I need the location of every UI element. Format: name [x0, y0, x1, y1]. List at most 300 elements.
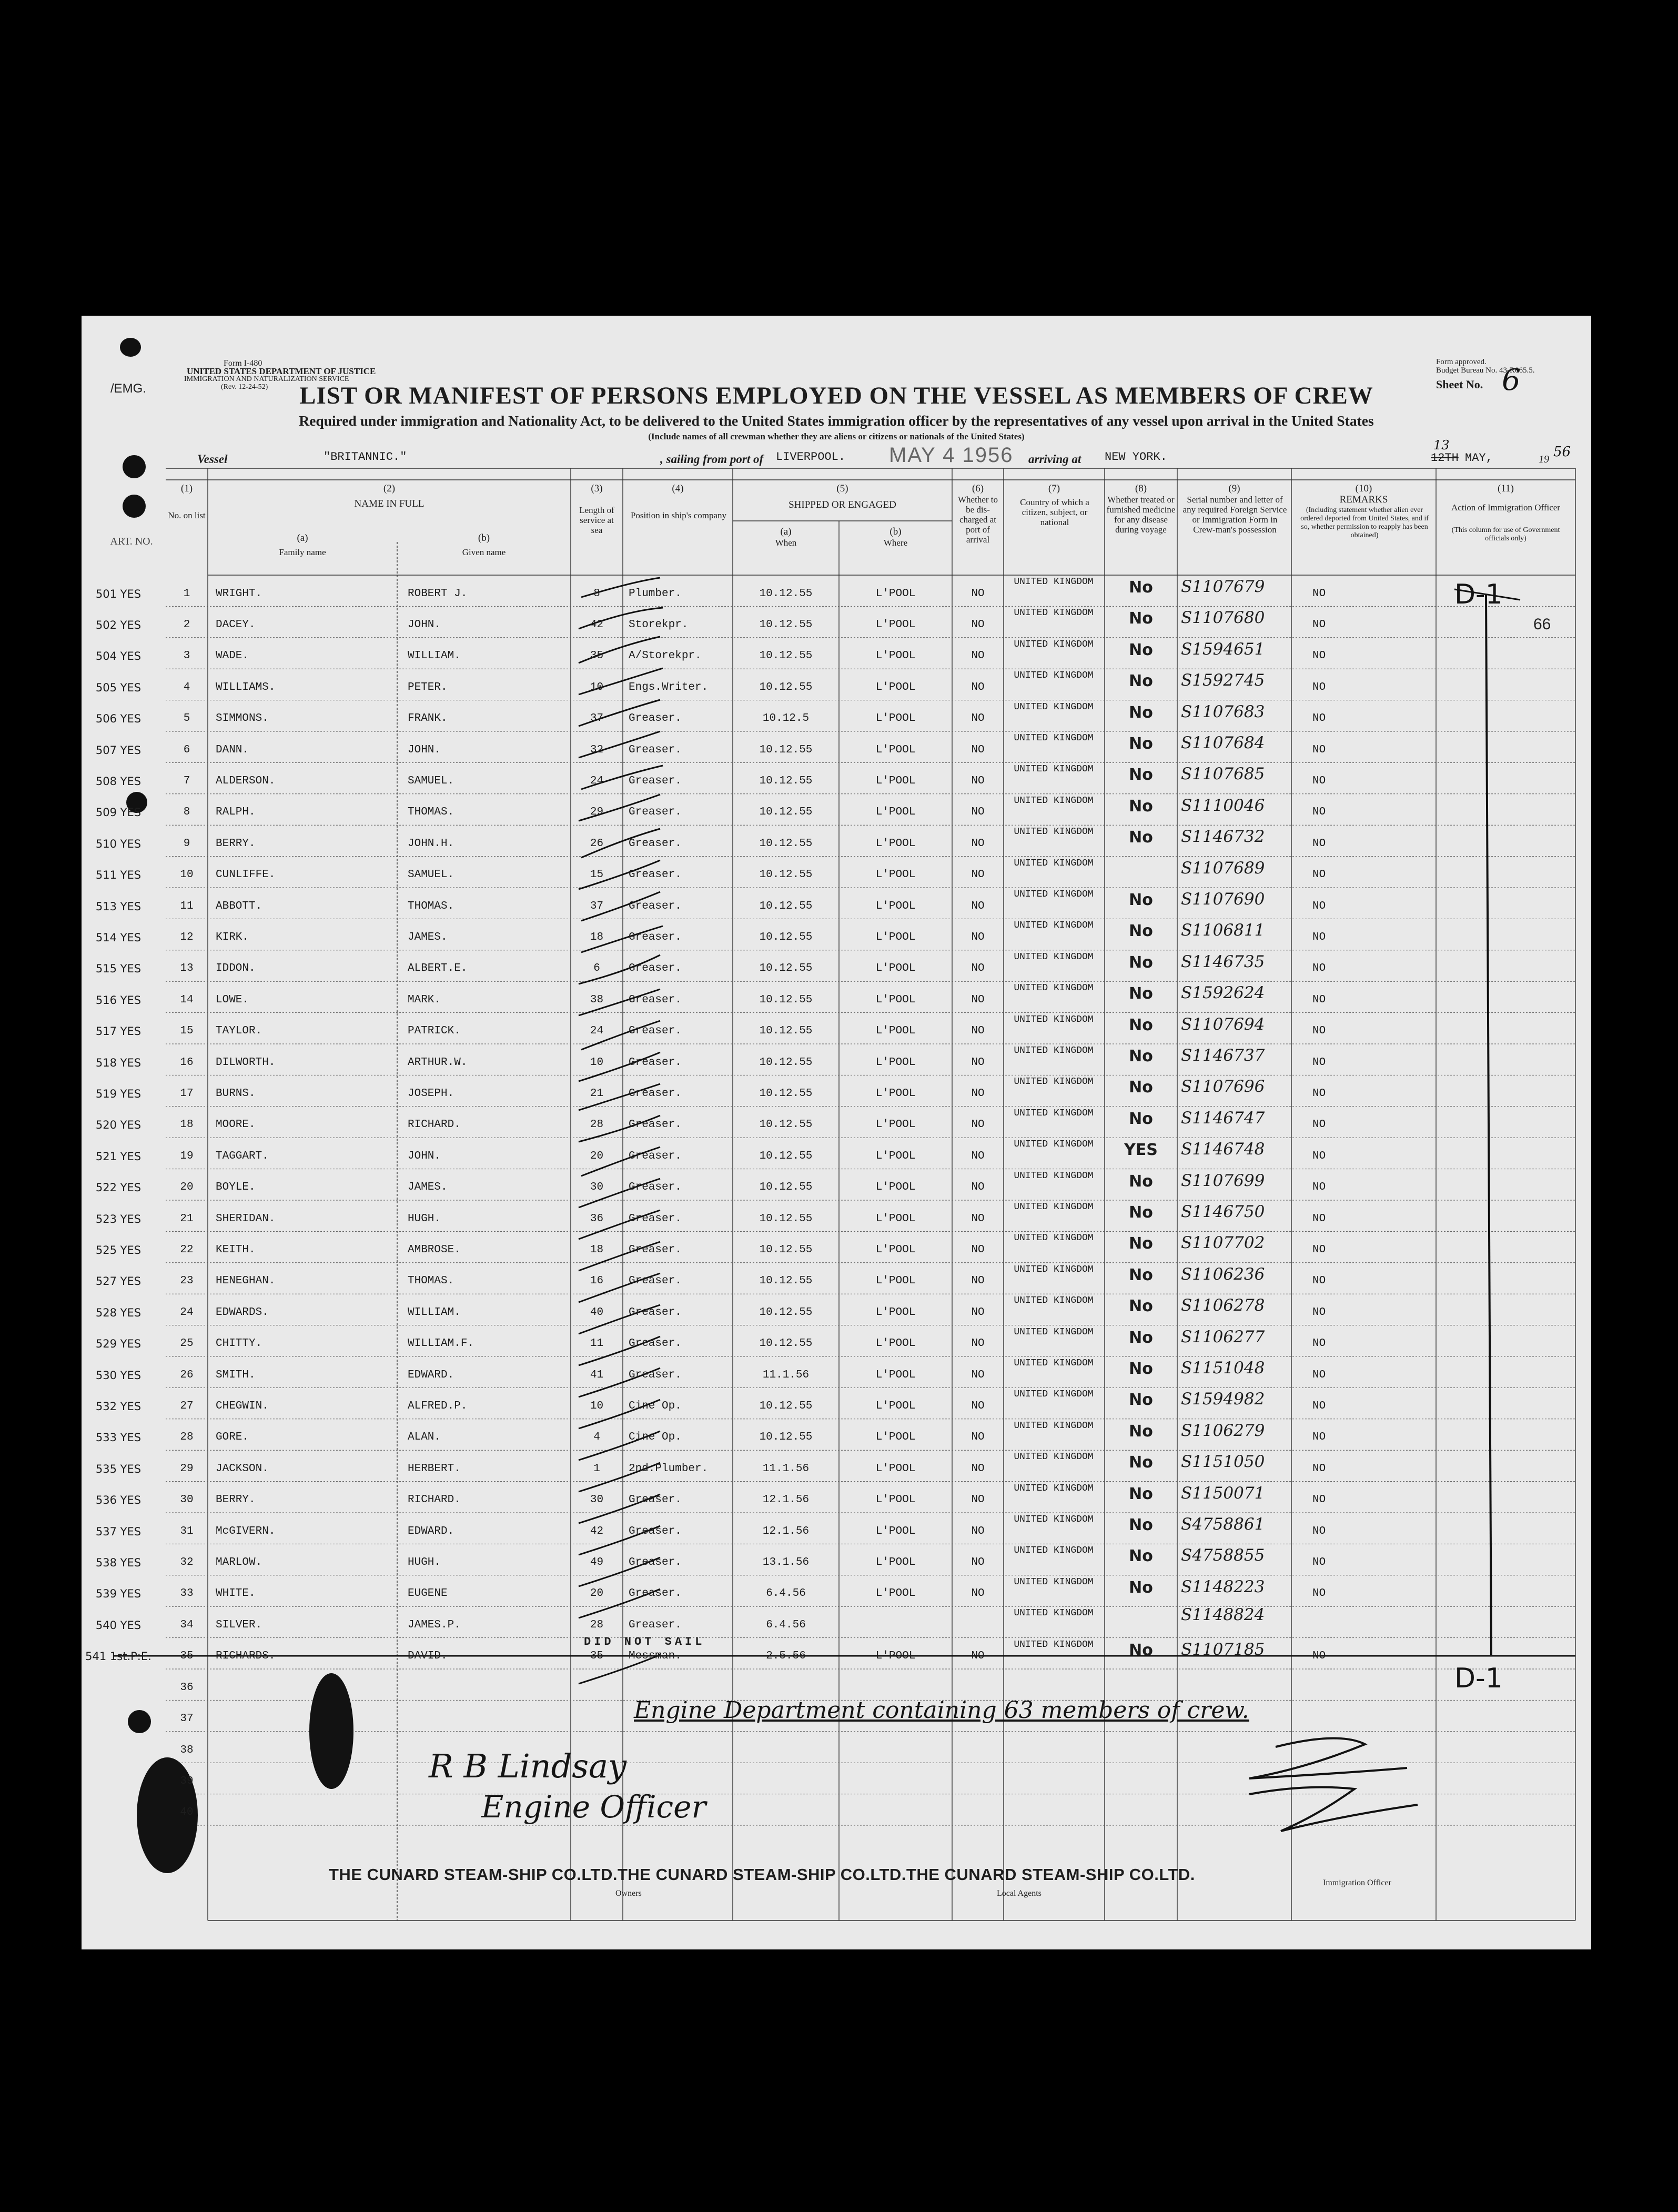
cell-serial: S1592624 — [1181, 983, 1265, 1003]
art-number: 505 YES — [95, 681, 141, 694]
cell-given: EUGENE — [408, 1587, 448, 1600]
signature-title: Engine Officer — [481, 1789, 706, 1825]
crew-row — [82, 1325, 1591, 1356]
cell-discharge: NO — [971, 650, 985, 662]
department: UNITED STATES DEPARTMENT OF JUSTICE — [187, 366, 376, 376]
vessel-label: Vessel — [197, 453, 228, 466]
cell-remarks: NO — [1312, 712, 1326, 725]
cell-when: 10.12.55 — [759, 900, 813, 912]
cell-when: 10.12.55 — [759, 1431, 813, 1444]
cell-remarks: NO — [1312, 1556, 1326, 1569]
cell-where: L'POOL — [875, 1306, 916, 1319]
cell-family: TAGGART. — [216, 1150, 269, 1162]
cell-discharge: NO — [971, 1525, 985, 1537]
cell-medicine: No — [1129, 828, 1153, 847]
cell-discharge: NO — [971, 1181, 985, 1194]
cell-medicine: No — [1129, 609, 1153, 628]
cell-family: MOORE. — [216, 1119, 256, 1131]
cell-given: AMBROSE. — [408, 1244, 461, 1256]
arrival-year: 56 — [1553, 444, 1571, 460]
cell-serial: S1107679 — [1181, 577, 1265, 596]
cell-given: MARK. — [408, 993, 441, 1006]
cell-medicine: No — [1129, 1641, 1153, 1660]
cell-where: L'POOL — [875, 1369, 916, 1381]
cell-discharge: NO — [971, 962, 985, 975]
cell-given: THOMAS. — [408, 806, 454, 819]
art-number: 540 YES — [95, 1618, 141, 1632]
cell-country: UNITED KINGDOM — [1014, 1608, 1094, 1619]
cell-length: 30 — [590, 1181, 604, 1194]
cell-serial: S1107684 — [1181, 733, 1265, 752]
art-number: 520 YES — [95, 1119, 141, 1132]
cell-country: UNITED KINGDOM — [1014, 1233, 1094, 1244]
cell-when: 10.12.55 — [759, 650, 813, 662]
cell-no: 32 — [180, 1556, 194, 1569]
cell-where: L'POOL — [875, 962, 916, 975]
cell-remarks: NO — [1312, 900, 1326, 912]
cell-discharge: NO — [971, 993, 985, 1006]
cell-medicine: No — [1129, 1109, 1153, 1128]
cell-country: UNITED KINGDOM — [1014, 1045, 1094, 1056]
cell-position: Greaser. — [629, 1088, 682, 1100]
cell-country: UNITED KINGDOM — [1014, 1170, 1094, 1181]
cell-no: 11 — [180, 900, 194, 912]
cell-remarks: NO — [1312, 1306, 1326, 1319]
action-count: 66 — [1533, 616, 1551, 633]
cell-where: L'POOL — [875, 1212, 916, 1225]
cell-country: UNITED KINGDOM — [1014, 1264, 1094, 1275]
cell-given: HUGH. — [408, 1556, 441, 1569]
col1-header: No. on list — [168, 510, 206, 520]
cell-no: 25 — [180, 1338, 194, 1350]
cell-given: JOHN. — [408, 743, 441, 756]
action-d1-top: D-1 — [1454, 579, 1503, 610]
cell-country: UNITED KINGDOM — [1014, 1295, 1094, 1306]
art-number: 506 YES — [95, 712, 141, 726]
cell-discharge: NO — [971, 900, 985, 912]
art-number: 508 YES — [95, 775, 141, 788]
cell-no: 19 — [180, 1150, 194, 1162]
cell-discharge: NO — [971, 931, 985, 944]
cell-position: Greaser. — [629, 837, 682, 850]
art-number: 510 YES — [95, 837, 141, 850]
cell-remarks: NO — [1312, 1400, 1326, 1413]
crew-row — [82, 825, 1591, 856]
cell-position: Storekpr. — [629, 619, 689, 631]
cell-country: UNITED KINGDOM — [1014, 1014, 1094, 1025]
art-number: 507 YES — [95, 743, 141, 757]
cell-length: 37 — [590, 712, 604, 725]
crew-row — [82, 762, 1591, 793]
cell-country: UNITED KINGDOM — [1014, 1483, 1094, 1494]
cell-length: 28 — [590, 1618, 604, 1631]
cell-country: UNITED KINGDOM — [1014, 1358, 1094, 1369]
art-number: 521 YES — [95, 1150, 141, 1163]
cell-position: Greaser. — [629, 1587, 682, 1600]
cell-given: JAMES.P. — [408, 1618, 461, 1631]
cell-position: 2nd.Plumber. — [629, 1462, 709, 1475]
cell-family: WRIGHT. — [216, 587, 262, 600]
cell-country: UNITED KINGDOM — [1014, 1326, 1094, 1338]
cell-position: Greaser. — [629, 712, 682, 725]
budget-number: Budget Bureau No. 43-R065.5. — [1436, 366, 1535, 375]
cell-position: Greaser. — [629, 1275, 682, 1288]
cell-country: UNITED KINGDOM — [1014, 1639, 1094, 1650]
cell-when: 10.12.55 — [759, 587, 813, 600]
cell-country: UNITED KINGDOM — [1014, 920, 1094, 931]
cell-length: 1 — [593, 1462, 600, 1475]
cell-no: 28 — [180, 1431, 194, 1444]
cell-length: 18 — [590, 931, 604, 944]
cell-remarks: NO — [1312, 1525, 1326, 1537]
cell-family: ALDERSON. — [216, 775, 276, 788]
cell-discharge: NO — [971, 1650, 985, 1663]
cell-length: 29 — [590, 806, 604, 819]
action-header: Action of Immigration Officer — [1451, 502, 1560, 512]
signature-scribble — [1249, 1738, 1418, 1831]
crew-row — [82, 1450, 1591, 1481]
cell-length: 21 — [590, 1088, 604, 1100]
cell-where: L'POOL — [875, 1338, 916, 1350]
empty-row-number: 40 — [180, 1806, 194, 1819]
cell-serial: S1107696 — [1181, 1077, 1265, 1097]
cell-where: L'POOL — [875, 1556, 916, 1569]
cell-discharge: NO — [971, 1150, 985, 1162]
cell-serial: S1146732 — [1181, 827, 1265, 847]
cell-where: L'POOL — [875, 681, 916, 693]
cell-discharge: NO — [971, 587, 985, 600]
art-number: 535 YES — [95, 1462, 141, 1475]
cell-length: 42 — [590, 1525, 604, 1537]
cell-given: WILLIAM.F. — [408, 1338, 474, 1350]
cell-given: EDWARD. — [408, 1369, 454, 1381]
crew-row — [82, 1513, 1591, 1544]
cell-family: MARLOW. — [216, 1556, 262, 1569]
cell-length: 20 — [590, 1587, 604, 1600]
cell-serial: S1106278 — [1181, 1296, 1265, 1315]
cell-when: 10.12.55 — [759, 619, 813, 631]
cell-when: 10.12.55 — [759, 1338, 813, 1350]
art-number: 516 YES — [95, 993, 141, 1007]
crew-row — [82, 1606, 1591, 1637]
vessel-name: "BRITANNIC." — [324, 450, 407, 464]
cell-where: L'POOL — [875, 775, 916, 788]
arriving-label: arriving at — [1028, 453, 1081, 466]
art-number: 537 YES — [95, 1525, 141, 1538]
cell-medicine: No — [1129, 922, 1153, 941]
crew-row — [82, 950, 1591, 981]
cell-length: 10 — [590, 681, 604, 693]
art-number: 527 YES — [95, 1275, 141, 1288]
cell-no: 30 — [180, 1494, 194, 1506]
cell-family: EDWARDS. — [216, 1306, 269, 1319]
arrival-day-struck: 12TH — [1431, 451, 1459, 465]
cell-when: 10.12.55 — [759, 1181, 813, 1194]
cell-serial: S1148223 — [1181, 1577, 1265, 1596]
col5a-number: (a) — [780, 526, 792, 537]
cell-country: UNITED KINGDOM — [1014, 1514, 1094, 1525]
cell-discharge: NO — [971, 743, 985, 756]
crew-row — [82, 919, 1591, 950]
crew-row — [82, 731, 1591, 762]
art-number: 514 YES — [95, 931, 141, 944]
art-number: 509 YES — [95, 806, 141, 819]
cell-where: L'POOL — [875, 1275, 916, 1288]
serial-header: Serial number and letter of any required Foreign Service or Immigration Form in Crew-man's possession — [1182, 495, 1287, 535]
cell-remarks: NO — [1312, 587, 1326, 600]
cell-remarks: NO — [1312, 1150, 1326, 1162]
cell-where: L'POOL — [875, 806, 916, 819]
art-number: 523 YES — [95, 1212, 141, 1225]
cell-when: 10.12.55 — [759, 1306, 813, 1319]
cell-family: RICHARDS. — [216, 1650, 276, 1663]
cell-family: CHITTY. — [216, 1338, 262, 1350]
cell-no: 15 — [180, 1025, 194, 1038]
cell-remarks: NO — [1312, 1462, 1326, 1475]
margin-code: /EMG. — [110, 381, 147, 396]
cell-where: L'POOL — [875, 712, 916, 725]
crew-row — [82, 1107, 1591, 1138]
cell-given: PETER. — [408, 681, 448, 693]
cell-no: 23 — [180, 1275, 194, 1288]
cell-family: IDDON. — [216, 962, 256, 975]
cell-remarks: NO — [1312, 681, 1326, 693]
cell-serial: S1107685 — [1181, 765, 1265, 784]
cell-position: Greaser. — [629, 1369, 682, 1381]
cell-where: L'POOL — [875, 1494, 916, 1506]
cell-discharge: NO — [971, 1587, 985, 1600]
cell-length: 24 — [590, 1025, 604, 1038]
cell-discharge: NO — [971, 1212, 985, 1225]
cell-position: Greaser. — [629, 962, 682, 975]
cell-remarks: NO — [1312, 806, 1326, 819]
art-number: 519 YES — [95, 1088, 141, 1101]
crew-row — [82, 1294, 1591, 1325]
cell-position: Greaser. — [629, 1119, 682, 1131]
cell-discharge: NO — [971, 1306, 985, 1319]
cell-length: 37 — [590, 900, 604, 912]
cell-country: UNITED KINGDOM — [1014, 701, 1094, 712]
cell-where: L'POOL — [875, 869, 916, 881]
cell-medicine: No — [1129, 1172, 1153, 1191]
cell-family: DACEY. — [216, 619, 256, 631]
cell-discharge: NO — [971, 1400, 985, 1413]
col6-number: (6) — [972, 483, 984, 494]
cell-no: 20 — [180, 1181, 194, 1194]
cell-no: 22 — [180, 1244, 194, 1256]
cell-given: JOHN.H. — [408, 837, 454, 850]
cell-country: UNITED KINGDOM — [1014, 951, 1094, 962]
cell-where: L'POOL — [875, 837, 916, 850]
cell-remarks: NO — [1312, 1587, 1326, 1600]
col7-number: (7) — [1048, 483, 1060, 494]
cell-serial: S1106811 — [1181, 921, 1265, 940]
cell-length: 28 — [590, 1119, 604, 1131]
form-approved: Form approved. — [1436, 358, 1487, 366]
cell-when: 10.12.55 — [759, 869, 813, 881]
cell-serial: S1110046 — [1181, 796, 1265, 815]
cell-country: UNITED KINGDOM — [1014, 1139, 1094, 1150]
cell-serial: S1107699 — [1181, 1171, 1265, 1190]
cell-when: 10.12.55 — [759, 1150, 813, 1162]
art-number: 525 YES — [95, 1244, 141, 1257]
cell-family: SHERIDAN. — [216, 1212, 276, 1225]
cell-when: 10.12.55 — [759, 837, 813, 850]
cell-country: UNITED KINGDOM — [1014, 858, 1094, 869]
cell-medicine: No — [1129, 1015, 1153, 1034]
cell-serial: S1107680 — [1181, 608, 1265, 628]
cell-discharge: NO — [971, 1056, 985, 1069]
cell-when: 10.12.55 — [759, 1275, 813, 1288]
cell-given: SAMUEL. — [408, 775, 454, 788]
summary-note: Engine Department containing 63 members of crew. — [634, 1697, 1249, 1724]
cell-length: 40 — [590, 1306, 604, 1319]
crew-row — [82, 575, 1591, 606]
cell-serial: S1107702 — [1181, 1233, 1265, 1253]
arrival-port: NEW YORK. — [1105, 450, 1167, 464]
art-number: 532 YES — [95, 1400, 141, 1413]
cell-given: JAMES. — [408, 931, 448, 944]
cell-family: WADE. — [216, 650, 249, 662]
cell-when: 2.5.56 — [766, 1650, 806, 1663]
cell-family: DANN. — [216, 743, 249, 756]
cell-remarks: NO — [1312, 1275, 1326, 1288]
crew-row — [82, 1138, 1591, 1169]
cell-position: Engs.Writer. — [629, 681, 709, 693]
cell-serial: S1107694 — [1181, 1014, 1265, 1034]
arrival-month: MAY, — [1465, 451, 1493, 465]
cell-discharge: NO — [971, 681, 985, 693]
cell-no: 12 — [180, 931, 194, 944]
cell-when: 6.4.56 — [766, 1618, 806, 1631]
cell-remarks: NO — [1312, 743, 1326, 756]
cell-country: UNITED KINGDOM — [1014, 577, 1094, 587]
cell-serial: S1107185 — [1181, 1640, 1265, 1659]
cell-medicine: No — [1129, 1265, 1153, 1284]
cell-length: 35 — [590, 650, 604, 662]
cell-position: Greaser. — [629, 869, 682, 881]
cell-medicine: No — [1129, 1422, 1153, 1441]
art-number: 502 YES — [95, 619, 141, 632]
did-not-sail: DID NOT SAIL — [584, 1635, 705, 1648]
cell-country: UNITED KINGDOM — [1014, 1389, 1094, 1400]
cell-position: Greaser. — [629, 1556, 682, 1569]
cell-serial: S1594982 — [1181, 1390, 1265, 1409]
cell-country: UNITED KINGDOM — [1014, 608, 1094, 619]
cell-position: Messman. — [629, 1650, 682, 1663]
owner-seal — [137, 1673, 353, 1873]
cell-position: Greaser. — [629, 1056, 682, 1069]
cell-country: UNITED KINGDOM — [1014, 1420, 1094, 1431]
cell-country: UNITED KINGDOM — [1014, 795, 1094, 806]
crew-row — [82, 1419, 1591, 1450]
col1-number: (1) — [180, 483, 193, 494]
cell-length: 26 — [590, 837, 604, 850]
cell-discharge: NO — [971, 806, 985, 819]
empty-row-number: 36 — [180, 1681, 194, 1694]
art-number: 529 YES — [95, 1338, 141, 1351]
cell-when: 10.12.55 — [759, 1088, 813, 1100]
cell-serial: S1146748 — [1181, 1140, 1265, 1159]
cell-remarks: NO — [1312, 775, 1326, 788]
empty-row-number: 39 — [180, 1775, 194, 1787]
cell-position: Greaser. — [629, 1338, 682, 1350]
cell-no: 6 — [183, 743, 190, 756]
cell-given: ALBERT.E. — [408, 962, 468, 975]
cell-where: L'POOL — [875, 587, 916, 600]
action-subheader: (This column for use of Government officials only) — [1451, 526, 1560, 542]
cell-serial: S1106277 — [1181, 1327, 1265, 1346]
cell-discharge: NO — [971, 775, 985, 788]
cell-given: HERBERT. — [408, 1462, 461, 1475]
crew-row — [82, 1169, 1591, 1200]
cell-medicine: No — [1129, 703, 1153, 722]
art-number: 536 YES — [95, 1494, 141, 1507]
shipped-header: SHIPPED OR ENGAGED — [789, 499, 896, 510]
cell-remarks: NO — [1312, 1056, 1326, 1069]
cell-medicine: No — [1129, 578, 1153, 597]
cell-given: FRANK. — [408, 712, 448, 725]
cell-no: 1 — [183, 587, 190, 600]
cell-family: TAYLOR. — [216, 1025, 262, 1038]
col9-number: (9) — [1228, 483, 1240, 494]
cell-no: 27 — [180, 1400, 194, 1413]
cell-where: L'POOL — [875, 1088, 916, 1100]
cell-no: 33 — [180, 1587, 194, 1600]
remarks-subheader: (Including statement whether alien ever ordered deported from United States, and if so, whether permission to reapply has been obtained) — [1300, 506, 1429, 539]
cell-length: 16 — [590, 1275, 604, 1288]
cell-no: 29 — [180, 1462, 194, 1475]
cell-remarks: NO — [1312, 962, 1326, 975]
cell-where: L'POOL — [875, 1400, 916, 1413]
crew-row — [82, 1387, 1591, 1419]
form-number: Form I-480 — [224, 359, 262, 368]
cell-length: 49 — [590, 1556, 604, 1569]
cell-remarks: NO — [1312, 1338, 1326, 1350]
position-header: Position in ship's company — [630, 510, 727, 520]
cell-discharge: NO — [971, 1338, 985, 1350]
cell-country: UNITED KINGDOM — [1014, 639, 1094, 650]
cell-family: BERRY. — [216, 837, 256, 850]
cell-when: 12.1.56 — [762, 1494, 810, 1506]
cell-medicine: YES — [1124, 1141, 1158, 1160]
crew-row — [82, 1263, 1591, 1294]
cell-family: ABBOTT. — [216, 900, 262, 912]
cell-family: CUNLIFFE. — [216, 869, 276, 881]
col2a-number: (a) — [297, 532, 308, 544]
cell-remarks: NO — [1312, 619, 1326, 631]
cell-serial: S4758861 — [1181, 1515, 1265, 1534]
cell-remarks: NO — [1312, 869, 1326, 881]
cell-position: Greaser. — [629, 1306, 682, 1319]
art-number-header: ART. NO. — [110, 536, 153, 547]
cell-medicine: No — [1129, 1234, 1153, 1253]
cell-country: UNITED KINGDOM — [1014, 1545, 1094, 1556]
manifest-sheet — [82, 316, 1591, 1949]
cell-serial: S1106236 — [1181, 1264, 1265, 1284]
cell-discharge: NO — [971, 1556, 985, 1569]
cell-given: JAMES. — [408, 1181, 448, 1194]
cell-given: ALAN. — [408, 1431, 441, 1444]
col4-number: (4) — [672, 483, 684, 494]
cell-remarks: NO — [1312, 993, 1326, 1006]
local-agents-label: Local Agents — [997, 1889, 1042, 1898]
cell-no: 8 — [183, 806, 190, 819]
cell-country: UNITED KINGDOM — [1014, 1077, 1094, 1088]
owners-stamp: THE CUNARD STEAM-SHIP CO.LTD.THE CUNARD STEAM-SHIP CO.LTD.THE CUNARD STEAM-SHIP CO.LTD. — [329, 1865, 1195, 1884]
cell-family: SILVER. — [216, 1618, 262, 1631]
cell-serial: S1594651 — [1181, 639, 1265, 659]
